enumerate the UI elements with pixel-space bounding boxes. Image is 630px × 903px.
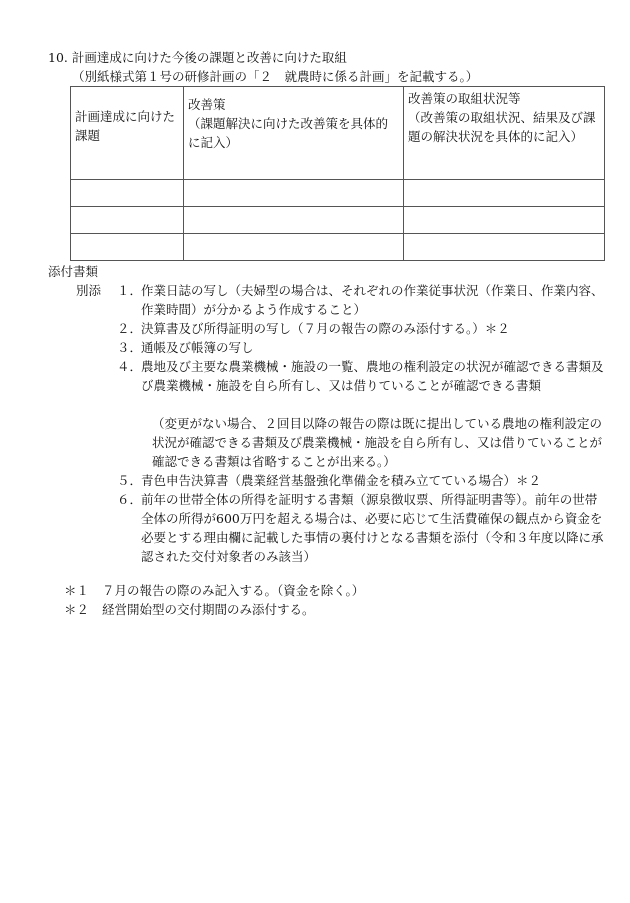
table-cell xyxy=(404,207,605,234)
list-item-number: ３． xyxy=(117,340,143,355)
footnote-text: 経営開始型の交付期間のみ添付する。 xyxy=(102,602,315,617)
table-cell xyxy=(71,180,184,207)
list-item xyxy=(117,281,607,319)
footnote xyxy=(64,581,364,600)
item4-note: （変更がない場合、２回目以降の報告の際は既に提出している農地の権利設定の 状況が確認できる書類及び農業機械・施設を自ら所有し、又は借りていることが確認できる書類は省略することが出来る。） xyxy=(152,416,615,469)
list-item-number: ２． xyxy=(117,321,143,336)
section-subheading: （別紙様式第１号の研修計画の「２ 就農時に係る計画」を記載する。） xyxy=(72,69,479,84)
footnote-text: ７月の報告の際のみ記入する。（資金を除く。） xyxy=(102,583,365,598)
list-item xyxy=(117,319,607,338)
table-cell xyxy=(184,207,404,234)
list-item xyxy=(117,357,607,395)
list-item-number: ５． xyxy=(117,473,143,488)
table-header-measure: 改善策 （課題解決に向けた改善策を具体的に記入） xyxy=(184,87,404,180)
footnote xyxy=(64,600,315,619)
list-item-number: ４． xyxy=(117,359,143,374)
section-heading: 10. 計画達成に向けた今後の課題と改善に向けた取組 xyxy=(48,50,347,65)
list-item xyxy=(117,338,607,357)
attachments-label: 別添 xyxy=(76,283,102,298)
table-cell xyxy=(71,207,184,234)
table-header-status: 改善策の取組状況等 （改善策の取組状況、結果及び課題の解決状況を具体的に記入） xyxy=(404,87,605,180)
list-item-text: 青色申告決算書（農業経営基盤強化準備金を積み立てている場合）＊２ xyxy=(141,473,542,488)
footnote-mark: ＊２ xyxy=(64,602,90,617)
list-item-text: 前年の世帯全体の所得を証明する書類（源泉徴収票、所得証明書等）。前年の世帯全体の所得が600万円を超える場合は、必要に応じて生活費確保の観点から資金を必要とする理由欄に記載した事情の裏付けとなる書類を添付（令和３年度以降に承認された交付対象者のみ該当） xyxy=(141,492,604,564)
table-cell xyxy=(71,234,184,261)
improvement-table xyxy=(70,86,605,261)
table-cell xyxy=(404,180,605,207)
table-row xyxy=(71,207,605,234)
list-item-text: 作業日誌の写し（夫婦型の場合は、それぞれの作業従事状況（作業日、作業内容、作業時間）が分かるよう作成すること） xyxy=(141,283,604,317)
list-item-text: 農地及び主要な農業機械・施設の一覧、農地の権利設定の状況が確認できる書類及び農業機械・施設を自ら所有し、又は借りていることが確認できる書類 xyxy=(141,359,604,393)
table-header-row xyxy=(71,87,605,180)
attachments-title: 添付書類 xyxy=(48,264,99,279)
table-row xyxy=(71,180,605,207)
list-item xyxy=(117,471,607,490)
table-cell xyxy=(184,180,404,207)
table-cell xyxy=(184,234,404,261)
table-row xyxy=(71,234,605,261)
list-item-text: 決算書及び所得証明の写し（７月の報告の際のみ添付する。）＊２ xyxy=(141,321,510,336)
footnote-mark: ＊１ xyxy=(64,583,90,598)
table-header-issue: 計画達成に向けた課題 xyxy=(71,87,184,180)
list-item-number: １． xyxy=(117,283,143,298)
list-item xyxy=(117,490,607,566)
list-item-number: ６． xyxy=(117,492,143,507)
table-cell xyxy=(404,234,605,261)
list-item-text: 通帳及び帳簿の写し xyxy=(141,340,254,355)
